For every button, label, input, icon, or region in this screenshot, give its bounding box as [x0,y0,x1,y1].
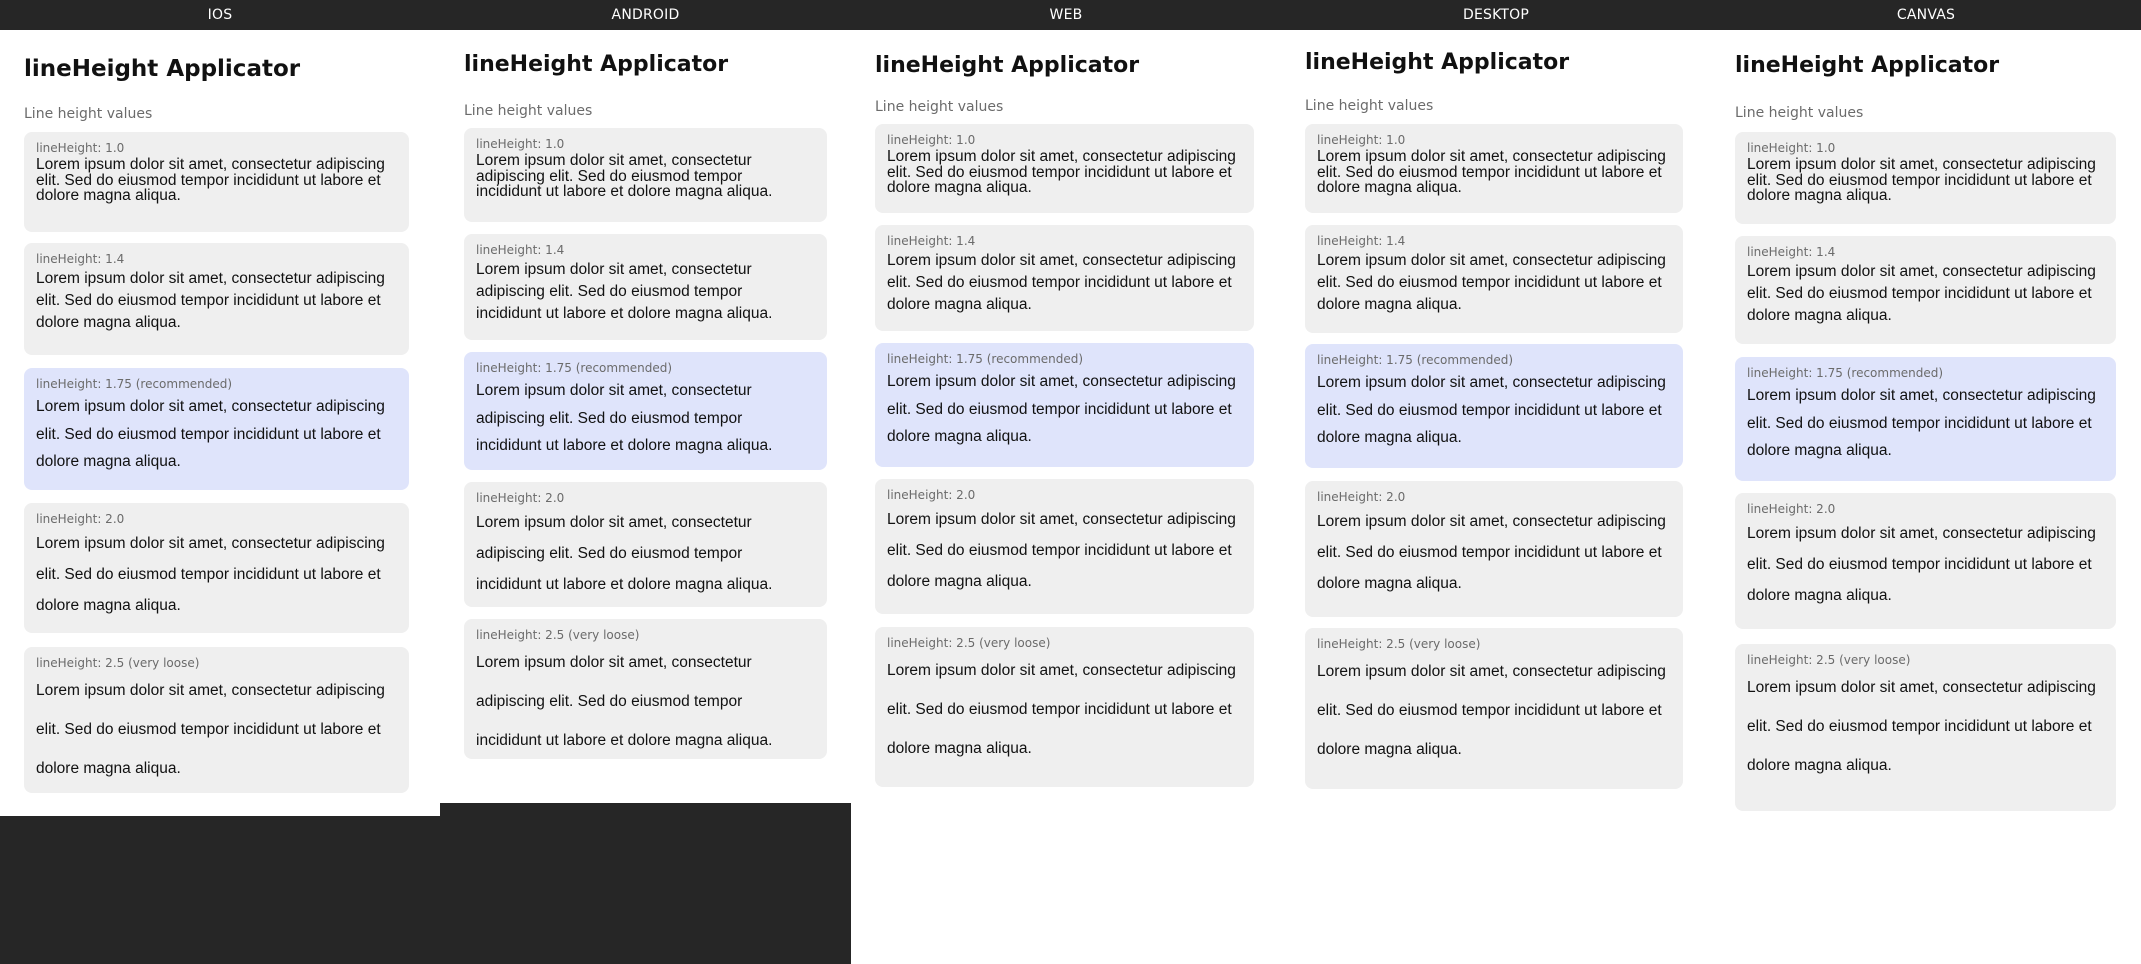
line-height-sample-card [1735,644,2116,811]
platform-column-canvas [1711,0,2141,964]
sample-label: lineHeight: 2.0 [36,512,125,526]
sample-label: lineHeight: 2.0 [1747,502,1836,516]
line-height-sample-card [1305,225,1683,333]
line-height-sample-card [875,225,1254,331]
line-height-sample-card [1735,493,2116,629]
page-title: lineHeight Applicator [875,53,1140,78]
sample-label: lineHeight: 1.75 (recommended) [1317,353,1514,367]
line-height-sample-card [464,128,827,222]
sample-label: lineHeight: 1.0 [1317,133,1406,147]
sample-label: lineHeight: 1.0 [36,141,125,155]
sample-text: Lorem ipsum dolor sit amet, consectetur adipiscing elit. Sed do eiusmod tempor incididunt ut labore et dolore magna aliqua. [36,270,385,331]
platform-tab-web[interactable]: WEB [851,0,1281,30]
sample-label: lineHeight: 2.0 [1317,490,1406,504]
sample-label: lineHeight: 2.5 (very loose) [887,636,1051,650]
sample-label: lineHeight: 1.4 [36,252,125,266]
sample-label: lineHeight: 1.75 (recommended) [1747,366,1944,380]
line-height-sample-card [1305,124,1683,213]
sample-label: lineHeight: 1.0 [887,133,976,147]
line-height-sample-card [24,243,409,355]
line-height-sample-card [464,482,827,607]
section-subtitle: Line height values [1305,98,1434,114]
section-subtitle: Line height values [875,99,1004,115]
sample-label: lineHeight: 1.75 (recommended) [887,352,1084,366]
sample-text: Lorem ipsum dolor sit amet, consectetur adipiscing elit. Sed do eiusmod tempor incididunt ut labore et dolore magna aliqua. [476,514,773,594]
platform-column-ios [0,0,440,964]
line-height-sample-card [24,368,409,490]
line-height-sample-card [1735,236,2116,344]
sample-text: Lorem ipsum dolor sit amet, consectetur adipiscing elit. Sed do eiusmod tempor incididunt ut labore et dolore magna aliqua. [887,373,1236,445]
page-title: lineHeight Applicator [1735,53,2000,78]
platform-tab-desktop[interactable]: DESKTOP [1281,0,1711,30]
preview-panel [0,30,440,816]
line-height-sample-card [1735,132,2116,224]
page-title: lineHeight Applicator [464,52,729,77]
sample-text: Lorem ipsum dolor sit amet, consectetur adipiscing elit. Sed do eiusmod tempor incididunt ut labore et dolore magna aliqua. [1317,663,1666,758]
sample-text: Lorem ipsum dolor sit amet, consectetur adipiscing elit. Sed do eiusmod tempor incididunt ut labore et dolore magna aliqua. [1317,148,1666,197]
sample-text: Lorem ipsum dolor sit amet, consectetur adipiscing elit. Sed do eiusmod tempor incididunt ut labore et dolore magna aliqua. [36,156,385,205]
sample-text: Lorem ipsum dolor sit amet, consectetur adipiscing elit. Sed do eiusmod tempor incididunt ut labore et dolore magna aliqua. [1317,374,1666,446]
sample-label: lineHeight: 2.5 (very loose) [36,656,200,670]
sample-text: Lorem ipsum dolor sit amet, consectetur adipiscing elit. Sed do eiusmod tempor incididunt ut labore et dolore magna aliqua. [1747,679,2096,774]
sample-label: lineHeight: 2.0 [887,488,976,502]
sample-text: Lorem ipsum dolor sit amet, consectetur adipiscing elit. Sed do eiusmod tempor incididunt ut labore et dolore magna aliqua. [476,654,773,749]
sample-text: Lorem ipsum dolor sit amet, consectetur adipiscing elit. Sed do eiusmod tempor incididunt ut labore et dolore magna aliqua. [887,148,1236,197]
platform-column-android [440,0,851,964]
preview-panel [440,30,851,803]
preview-panel [851,30,1281,964]
sample-label: lineHeight: 1.0 [1747,141,1836,155]
sample-text: Lorem ipsum dolor sit amet, consectetur adipiscing elit. Sed do eiusmod tempor incididunt ut labore et dolore magna aliqua. [887,662,1236,757]
sample-label: lineHeight: 1.4 [1317,234,1406,248]
preview-panel [1711,30,2141,964]
sample-label: lineHeight: 2.5 (very loose) [1747,653,1911,667]
line-height-sample-card [24,647,409,793]
platform-column-desktop [1281,0,1711,964]
platform-tab-ios[interactable]: IOS [0,0,440,30]
sample-text: Lorem ipsum dolor sit amet, consectetur adipiscing elit. Sed do eiusmod tempor incididunt ut labore et dolore magna aliqua. [476,261,773,322]
sample-label: lineHeight: 1.0 [476,137,565,151]
section-subtitle: Line height values [464,103,593,119]
line-height-sample-card [875,343,1254,467]
sample-text: Lorem ipsum dolor sit amet, consectetur adipiscing elit. Sed do eiusmod tempor incididunt ut labore et dolore magna aliqua. [1747,387,2096,459]
sample-label: lineHeight: 1.4 [476,243,565,257]
line-height-sample-card [24,132,409,232]
sample-label: lineHeight: 1.4 [1747,245,1836,259]
line-height-sample-card [24,503,409,633]
preview-panel [1281,30,1711,964]
platform-column-web [851,0,1281,964]
sample-text: Lorem ipsum dolor sit amet, consectetur adipiscing elit. Sed do eiusmod tempor incididunt ut labore et dolore magna aliqua. [36,535,385,615]
page-title: lineHeight Applicator [24,56,301,82]
platform-tab-android[interactable]: ANDROID [440,0,851,30]
line-height-sample-card [1305,344,1683,468]
sample-text: Lorem ipsum dolor sit amet, consectetur adipiscing elit. Sed do eiusmod tempor incididunt ut labore et dolore magna aliqua. [1317,252,1666,313]
sample-text: Lorem ipsum dolor sit amet, consectetur adipiscing elit. Sed do eiusmod tempor incididunt ut labore et dolore magna aliqua. [887,511,1236,591]
sample-text: Lorem ipsum dolor sit amet, consectetur adipiscing elit. Sed do eiusmod tempor incididunt ut labore et dolore magna aliqua. [887,252,1236,313]
sample-label: lineHeight: 1.75 (recommended) [476,361,673,375]
sample-text: Lorem ipsum dolor sit amet, consectetur adipiscing elit. Sed do eiusmod tempor incididunt ut labore et dolore magna aliqua. [1317,513,1666,593]
sample-label: lineHeight: 1.75 (recommended) [36,377,233,391]
sample-text: Lorem ipsum dolor sit amet, consectetur adipiscing elit. Sed do eiusmod tempor incididunt ut labore et dolore magna aliqua. [1747,156,2096,205]
line-height-sample-card [1305,481,1683,617]
line-height-sample-card [875,627,1254,787]
line-height-sample-card [464,352,827,470]
line-height-sample-card [1735,357,2116,481]
sample-text: Lorem ipsum dolor sit amet, consectetur adipiscing elit. Sed do eiusmod tempor incididunt ut labore et dolore magna aliqua. [36,398,385,470]
platform-tab-canvas[interactable]: CANVAS [1711,0,2141,30]
sample-text: Lorem ipsum dolor sit amet, consectetur adipiscing elit. Sed do eiusmod tempor incididunt ut labore et dolore magna aliqua. [476,152,773,201]
line-height-sample-card [1305,628,1683,789]
sample-text: Lorem ipsum dolor sit amet, consectetur adipiscing elit. Sed do eiusmod tempor incididunt ut labore et dolore magna aliqua. [1747,525,2096,605]
section-subtitle: Line height values [24,106,153,122]
sample-text: Lorem ipsum dolor sit amet, consectetur adipiscing elit. Sed do eiusmod tempor incididunt ut labore et dolore magna aliqua. [476,382,773,454]
section-subtitle: Line height values [1735,105,1864,121]
sample-text: Lorem ipsum dolor sit amet, consectetur adipiscing elit. Sed do eiusmod tempor incididunt ut labore et dolore magna aliqua. [36,682,385,777]
line-height-sample-card [464,619,827,759]
line-height-sample-card [875,479,1254,614]
line-height-sample-card [875,124,1254,213]
sample-label: lineHeight: 1.4 [887,234,976,248]
page-title: lineHeight Applicator [1305,50,1570,75]
sample-label: lineHeight: 2.0 [476,491,565,505]
sample-text: Lorem ipsum dolor sit amet, consectetur adipiscing elit. Sed do eiusmod tempor incididunt ut labore et dolore magna aliqua. [1747,263,2096,324]
line-height-sample-card [464,234,827,340]
sample-label: lineHeight: 2.5 (very loose) [1317,637,1481,651]
sample-label: lineHeight: 2.5 (very loose) [476,628,640,642]
